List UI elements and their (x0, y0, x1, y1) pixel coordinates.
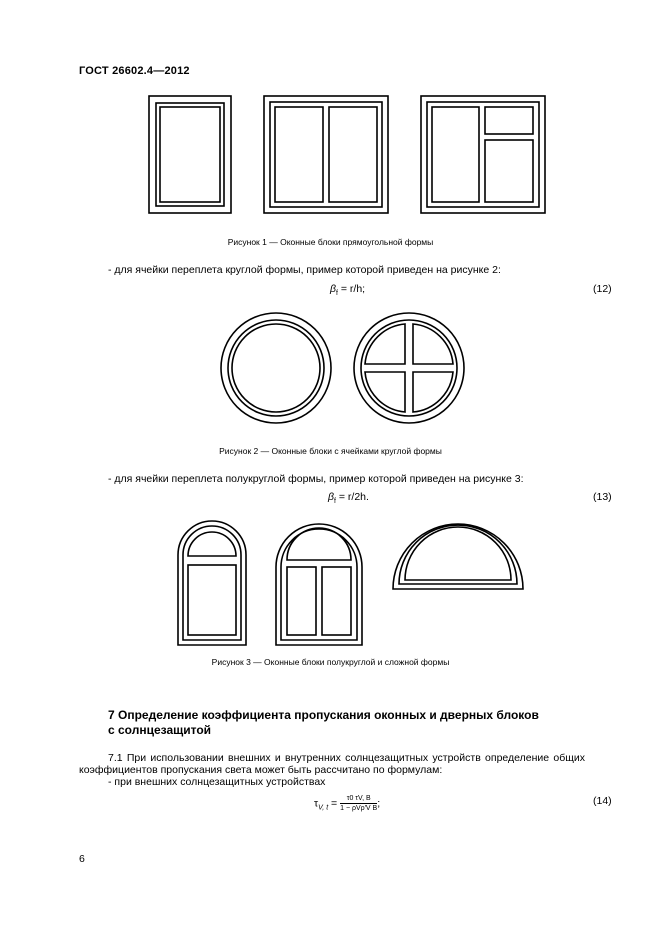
paragraph-7-1 (79, 752, 585, 788)
formula-12-number: (12) (593, 283, 612, 295)
formula-13-sub: f (334, 498, 336, 506)
paragraph-7-1-line2: коэффициентов пропускания света может быть рассчитано по формулам: (79, 764, 443, 776)
formula-14-fraction (340, 795, 377, 812)
formula-12-sub: f (336, 290, 338, 298)
paragraph-7-1-line3: - при внешних солнцезащитных устройствах (108, 776, 326, 788)
figure-1-caption: Рисунок 1 — Оконные блоки прямоугольной формы (227, 237, 434, 247)
text-round-cell: - для ячейки переплета круглой формы, пример которой приведен на рисунке 2: (108, 264, 501, 276)
formula-14-lhs-sub: V, t (318, 804, 329, 812)
formula-14-number: (14) (593, 795, 612, 807)
window-arched-single (178, 521, 246, 645)
window-arched-double (276, 524, 362, 645)
section-7-title (108, 708, 539, 738)
formula-14-numerator: τ0 τV, B (340, 795, 377, 804)
formula-13-rhs: = r/2h. (335, 491, 369, 503)
formula-13-number: (13) (593, 491, 612, 503)
paragraph-7-1-line1: 7.1 При использовании внешних и внутренних солнцезащитных устройств определение общих (108, 752, 585, 764)
formula-14 (314, 795, 380, 812)
section-7-title-line1: 7 Определение коэффициента пропускания оконных и дверных блоков (108, 708, 539, 722)
document-header: ГОСТ 26602.4—2012 (79, 65, 190, 77)
figure-3-caption: Рисунок 3 — Оконные блоки полукруглой и сложной формы (211, 657, 450, 667)
formula-12-rhs: = r/h; (337, 283, 366, 295)
formula-13-lhs: β (328, 491, 334, 503)
formula-14-lhs: τ (314, 797, 319, 810)
formula-14-tail: ; (377, 797, 381, 810)
figure-2-caption: Рисунок 2 — Оконные блоки с ячейками круглой формы (219, 446, 442, 456)
window-semicircle (393, 524, 523, 589)
formula-12-lhs: β (330, 283, 336, 295)
page-number: 6 (79, 853, 85, 865)
section-7-title-line2: с солнцезащитой (108, 723, 212, 737)
formula-14-eq: = (328, 797, 341, 810)
text-semicircle-cell: - для ячейки переплета полукруглой формы, пример которой приведен на рисунке 3: (108, 473, 524, 485)
formula-14-denominator: 1 − ρVρ′V B (340, 805, 378, 812)
